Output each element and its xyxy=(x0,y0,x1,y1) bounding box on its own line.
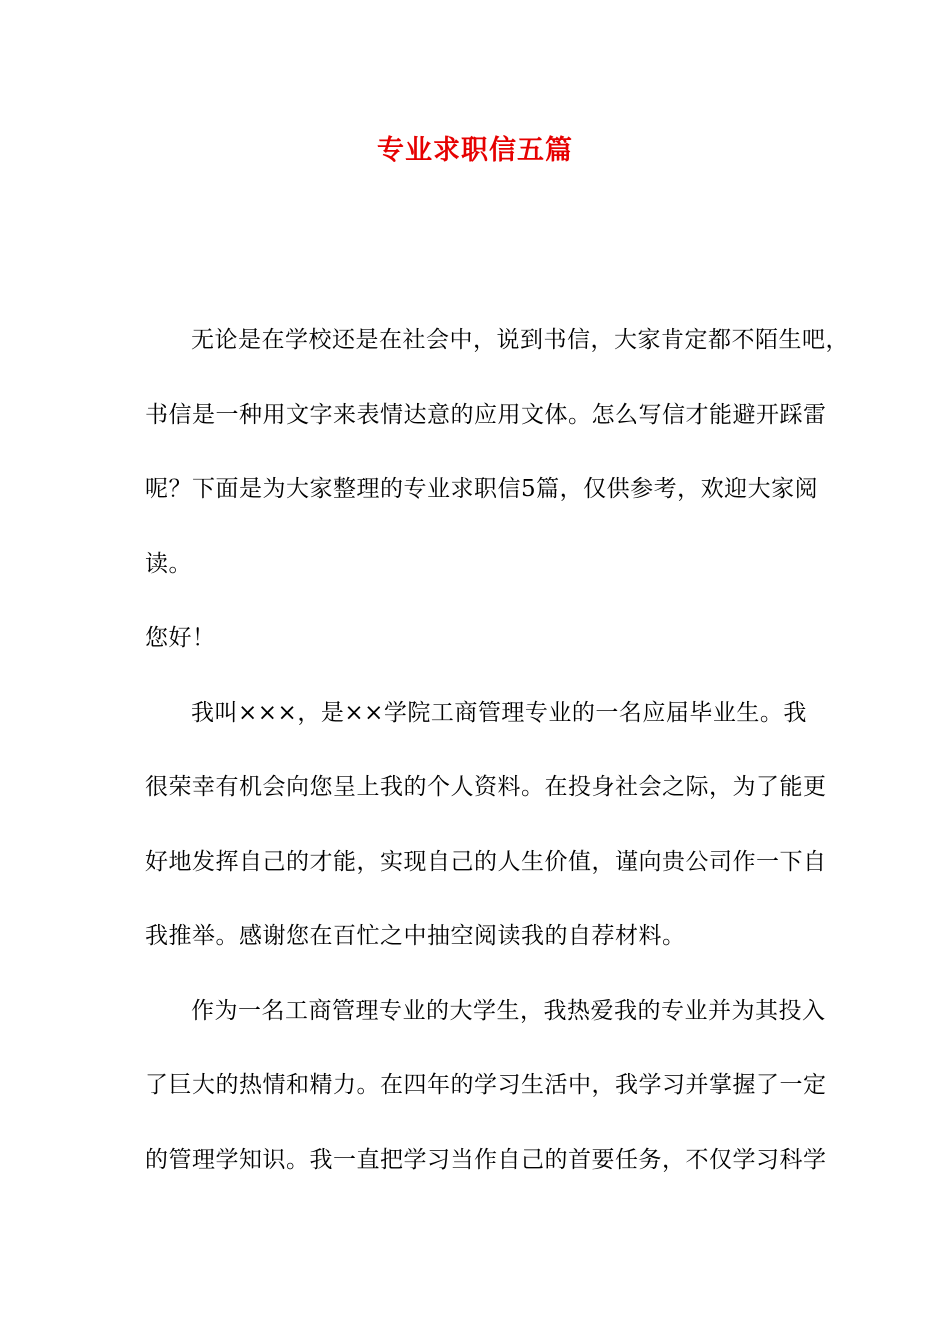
document-body xyxy=(145,318,849,1212)
paragraph-line: 呢？下面是为大家整理的专业求职信5篇，仅供参考，欢迎大家阅 xyxy=(145,476,819,502)
paragraph-line: 书信是一种用文字来表情达意的应用文体。怎么写信才能避开踩雷 xyxy=(145,401,827,428)
paragraph-line: 我推举。感谢您在百忙之中抽空阅读我的自荐材料。 xyxy=(145,923,686,949)
salutation: 您好！ xyxy=(145,625,216,651)
paragraph-line: 很荣幸有机会向您呈上我的个人资料。在投身社会之际，为了能更 xyxy=(145,774,827,800)
paragraph-line: 无论是在学校还是在社会中，说到书信，大家肯定都不陌生吧， xyxy=(191,327,849,353)
paragraph-line: 了巨大的热情和精力。在四年的学习生活中，我学习并掌握了一定 xyxy=(145,1072,827,1098)
document-title: 专业求职信五篇 xyxy=(377,135,573,166)
paragraph-line: 好地发挥自己的才能，实现自己的人生价值，谨向贵公司作一下自 xyxy=(145,848,827,875)
paragraph-line: 我叫×××，是××学院工商管理专业的一名应届毕业生。我 xyxy=(191,699,807,726)
paragraph-line: 作为一名工商管理专业的大学生，我热爱我的专业并为其投入 xyxy=(191,997,826,1024)
paragraph-line: 的管理学知识。我一直把学习当作自己的首要任务，不仅学习科学 xyxy=(145,1146,827,1173)
paragraph-line: 读。 xyxy=(145,550,192,577)
